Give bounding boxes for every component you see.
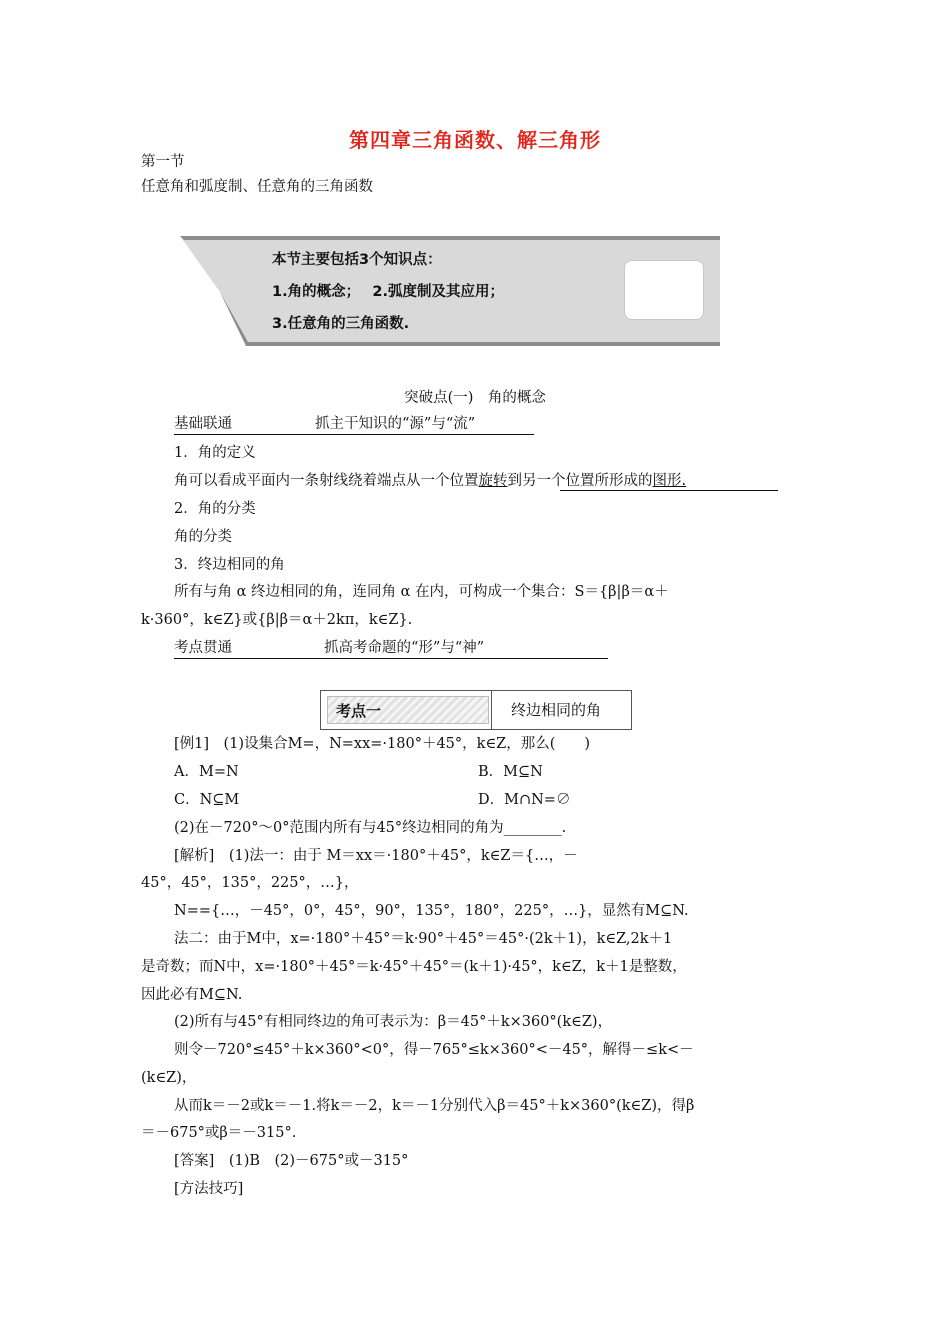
definition-end: .	[681, 473, 687, 489]
classification-text: 角的分类	[174, 529, 232, 545]
section-subtitle: 任意角和弧度制、任意角的三角函数	[141, 179, 373, 195]
option-c: C．N⊆M	[174, 792, 240, 808]
banner-line-1: 本节主要包括3个知识点：	[272, 252, 442, 268]
example-1-question: [例1] (1)设集合M=，N=xx=·180°＋45°，k∈Z，那么( )	[174, 736, 591, 752]
kaodian-label-box	[327, 696, 489, 724]
solution-line-5: 是奇数；而N中，x=·180°＋45°＝k·45°＋45°＝(k＋1)·45°，k∈Z，k＋1是整数，	[141, 959, 687, 975]
point-1-heading: 1．角的定义	[174, 445, 256, 461]
solution-line-7: (2)所有与45°有相同终边的角可表示为：β＝45°＋k×360°(k∈Z)，	[174, 1014, 613, 1030]
definition-pre: 角可以看成平面内一条射线绕着端点从一个位置	[174, 473, 479, 489]
solution-line-10: 从而k＝－2或k＝－1.将k＝－2，k＝－1分别代入β＝45°＋k×360°(k∈Z)，得β	[174, 1098, 695, 1114]
solution-line-6: 因此必有M⊆N.	[141, 987, 243, 1003]
basics-heading	[174, 414, 534, 435]
option-b: B．M⊆N	[478, 764, 543, 780]
kaodian-box	[320, 690, 632, 730]
solution-line-1: [解析] (1)法一：由于 M＝xx＝·180°＋45°，k∈Z＝{…，－	[174, 848, 578, 864]
basics-label: 基础联通	[174, 416, 232, 432]
solution-line-9: (k∈Z)，	[141, 1070, 197, 1086]
kaodian-label: 考点一	[336, 702, 382, 720]
solution-line-4: 法二：由于M中，x=·180°＋45°＝k·90°＋45°＝45°·(2k＋1)，k∈Z,2k＋1	[174, 931, 673, 947]
definition-blank-rotate: 旋转	[478, 473, 508, 489]
exam-label: 考点贯通	[174, 640, 232, 656]
solution-line-3: N=={…，－45°，0°，45°，90°，135°，180°，225°，…}，显然有M⊆N.	[174, 903, 689, 919]
answer-line: [答案] (1)B (2)－675°或－315°	[174, 1153, 409, 1169]
solution-line-11: ＝－675°或β＝－315°.	[141, 1125, 297, 1141]
exam-motto: 抓高考命题的“形”与“神”	[324, 640, 485, 656]
banner-line-2: 1.角的概念； 2.弧度制及其应用；	[272, 284, 504, 300]
definition-underline	[560, 490, 778, 491]
option-a: A．M=N	[174, 764, 239, 780]
definition-blank-figure: 图形	[652, 473, 682, 489]
method-tips-heading: [方法技巧]	[174, 1181, 244, 1197]
coterminal-text-2: k·360°，k∈Z}或{β|β＝α＋2kπ，k∈Z}.	[141, 612, 413, 628]
definition-text	[174, 471, 778, 491]
coterminal-text-1: 所有与角 α 终边相同的角，连同角 α 在内，可构成一个集合：S＝{β|β＝α＋	[174, 584, 669, 600]
definition-mid: 到另一个位置所形成的	[507, 473, 653, 489]
exam-heading	[174, 638, 608, 659]
kaodian-divider	[491, 691, 492, 729]
solution-line-2: 45°，45°，135°，225°，…}，	[141, 875, 359, 891]
banner-line-3: 3.任意角的三角函数.	[272, 316, 410, 332]
chapter-title: 第四章三角函数、解三角形	[349, 128, 601, 152]
section-number: 第一节	[141, 154, 185, 170]
banner-blank-box	[624, 260, 704, 320]
breakthrough-heading: 突破点(一) 角的概念	[404, 390, 546, 406]
banner-text	[272, 244, 504, 340]
point-2-heading: 2．角的分类	[174, 501, 256, 517]
point-3-heading: 3．终边相同的角	[174, 557, 285, 573]
kaodian-topic: 终边相同的角	[511, 701, 602, 719]
example-1-part-2: (2)在－720°～0°范围内所有与45°终边相同的角为________.	[174, 820, 567, 836]
basics-motto: 抓主干知识的“源”与“流”	[315, 416, 476, 432]
knowledge-banner	[180, 236, 720, 346]
option-d: D．M∩N=∅	[478, 792, 571, 808]
solution-line-8: 则令－720°≤45°＋k×360°<0°，得－765°≤k×360°<－45°，解得－≤k<－	[174, 1042, 694, 1058]
